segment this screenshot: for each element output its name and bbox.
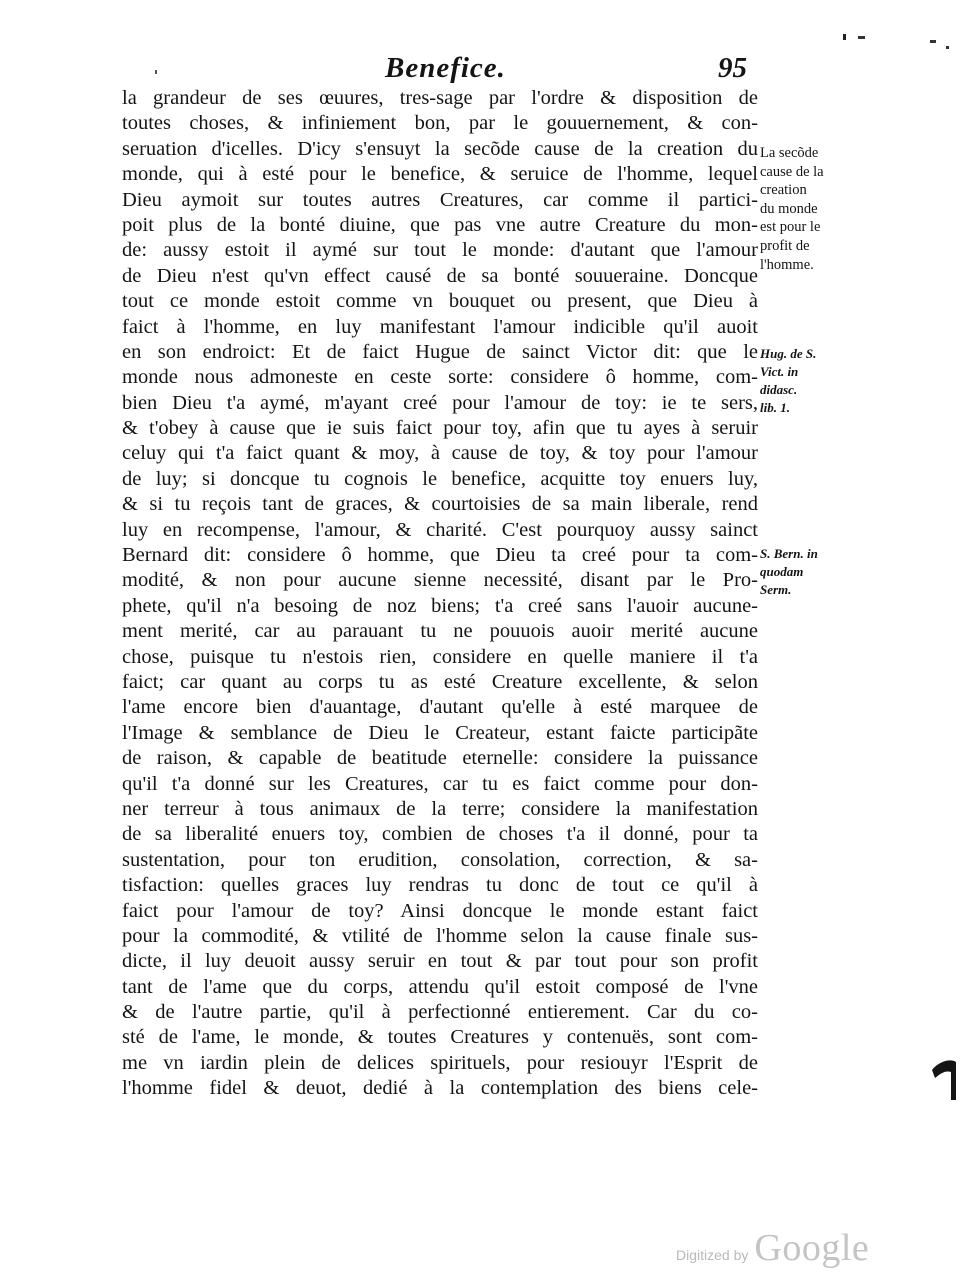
scan-speck — [858, 36, 865, 39]
google-logo: Google — [754, 1227, 870, 1269]
margin-note-line: cause de la — [760, 163, 824, 180]
text-line: l'Image & semblance de Dieu le Createur, estant faicte participãte — [122, 721, 758, 744]
running-title: Benefice. — [385, 52, 506, 84]
text-line: l'ame encore bien d'auantage, d'autant qu'elle à esté marquee de — [122, 696, 758, 719]
text-line: tisfaction: quelles graces luy rendras tu donc de tout ce qu'il à — [122, 874, 758, 897]
text-line: pour la commodité, & vtilité de l'homme selon la cause finale sus- — [122, 924, 758, 947]
margin-reference-line: quodam — [760, 564, 804, 579]
text-line: modité, & non pour aucune sienne necessité, disant par le Pro- — [122, 569, 758, 592]
text-line: ment merité, car au parauant tu ne pouuois auoir merité aucune — [122, 620, 758, 643]
text-line: en son endroict: Et de faict Hugue de sainct Victor dit: que le — [122, 340, 758, 363]
text-line: de raison, & capable de beatitude eternelle: considere la puissance — [122, 747, 758, 770]
text-line: & de l'autre partie, qu'il à perfectionné entierement. Car du co- — [122, 1001, 758, 1024]
scan-speck — [946, 46, 949, 49]
margin-reference-line: Hug. de S. — [760, 346, 817, 361]
text-line: luy en recompense, l'amour, & charité. C'est pourquoy aussy sainct — [122, 518, 758, 541]
text-line: ner terreur à tous animaux de la terre; considere la manifestation — [122, 797, 758, 820]
text-line: de sa liberalité enuers toy, combien de choses t'a il donné, pour ta — [122, 823, 758, 846]
margin-reference-line: lib. 1. — [760, 400, 790, 415]
text-line: monde, qui à esté pour le benefice, & seruice de l'homme, lequel — [122, 163, 758, 186]
page-edge-shadow — [932, 1060, 956, 1100]
digitized-prefix: Digitized by — [676, 1247, 749, 1263]
scan-speck — [155, 70, 157, 74]
text-line: chose, puisque tu n'estois rien, considere en quelle maniere il t'a — [122, 645, 758, 668]
text-line: l'homme fidel & deuot, dedié à la contemplation des biens cele- — [122, 1077, 758, 1100]
text-line: me vn iardin plein de delices spirituels, pour resiouyr l'Esprit de — [122, 1051, 758, 1074]
text-line: faict; car quant au corps tu as esté Creature excellente, & selon — [122, 670, 758, 693]
text-line: qu'il t'a donné sur les Creatures, car tu es faict comme pour don- — [122, 772, 758, 795]
digitized-by-google-watermark — [676, 1226, 869, 1270]
text-line: de: aussy estoit il aymé sur tout le monde: d'autant que l'amour — [122, 239, 758, 262]
scan-speck — [930, 40, 936, 43]
margin-note-line: est pour le — [760, 219, 821, 236]
text-line: dicte, il luy deuoit aussy seruir en tout & par tout pour son profit — [122, 950, 758, 973]
text-line: Bernard dit: considere ô homme, que Dieu ta creé pour ta com- — [122, 544, 758, 567]
text-line: tant de l'ame que du corps, attendu qu'il estoit composé de l'vne — [122, 975, 758, 998]
text-line: sté de l'ame, le monde, & toutes Creatures y contenuës, sont com- — [122, 1026, 758, 1049]
text-line: la grandeur de ses œuures, tres-sage par l'ordre & disposition de — [122, 87, 758, 109]
text-line: & t'obey à cause que ie suis faict pour toy, afin que tu ayes à seruir — [122, 417, 758, 440]
text-line: de Dieu n'est qu'vn effect causé de sa bonté souueraine. Doncque — [122, 264, 758, 287]
text-line: phete, qu'il n'a besoing de noz biens; t'a creé sans l'auoir aucune- — [122, 594, 758, 617]
text-line: faict pour l'amour de toy? Ainsi doncque le monde estant faict — [122, 899, 758, 922]
text-line: & si tu reçois tant de graces, & courtoisies de sa main liberale, rend — [122, 493, 758, 516]
margin-note-line: l'homme. — [760, 256, 814, 273]
text-line: seruation d'icelles. D'icy s'ensuyt la secõde cause de la creation du — [122, 137, 758, 160]
text-line: de luy; si doncque tu cognois le benefice, acquitte toy enuers luy, — [122, 467, 758, 490]
text-line: Dieu aymoit sur toutes autres Creatures, car comme il partici- — [122, 188, 758, 211]
margin-note-line: profit de — [760, 237, 810, 254]
text-line: tout ce monde estoit comme vn bouquet ou present, que Dieu à — [122, 290, 758, 313]
scan-speck — [843, 34, 846, 40]
text-line: poit plus de la bonté diuine, que pas vne autre Creature du mon- — [122, 213, 758, 236]
text-line: celuy qui t'a faict quant & moy, à cause de toy, & toy pour l'amour — [122, 442, 758, 465]
text-line: sustentation, pour ton erudition, consolation, correction, & sa- — [122, 848, 758, 871]
margin-reference-line: Vict. in — [760, 364, 799, 379]
text-line: monde nous admoneste en ceste sorte: considere ô homme, com- — [122, 366, 758, 389]
text-line: toutes choses, & infiniement bon, par le gouuernement, & con- — [122, 112, 758, 135]
page-number: 95 — [718, 52, 747, 84]
margin-reference-line: S. Bern. in — [760, 546, 818, 561]
text-line: faict à l'homme, en luy manifestant l'amour indicible qu'il auoit — [122, 315, 758, 338]
margin-note-line: creation — [760, 182, 807, 199]
margin-reference-line: Serm. — [760, 582, 792, 597]
margin-note-line: La secõde — [760, 145, 819, 161]
margin-note-line: du monde — [760, 200, 818, 217]
margin-reference-line: didasc. — [760, 382, 798, 397]
text-line: bien Dieu t'a aymé, m'ayant creé pour l'amour de toy: ie te sers, — [122, 391, 758, 414]
